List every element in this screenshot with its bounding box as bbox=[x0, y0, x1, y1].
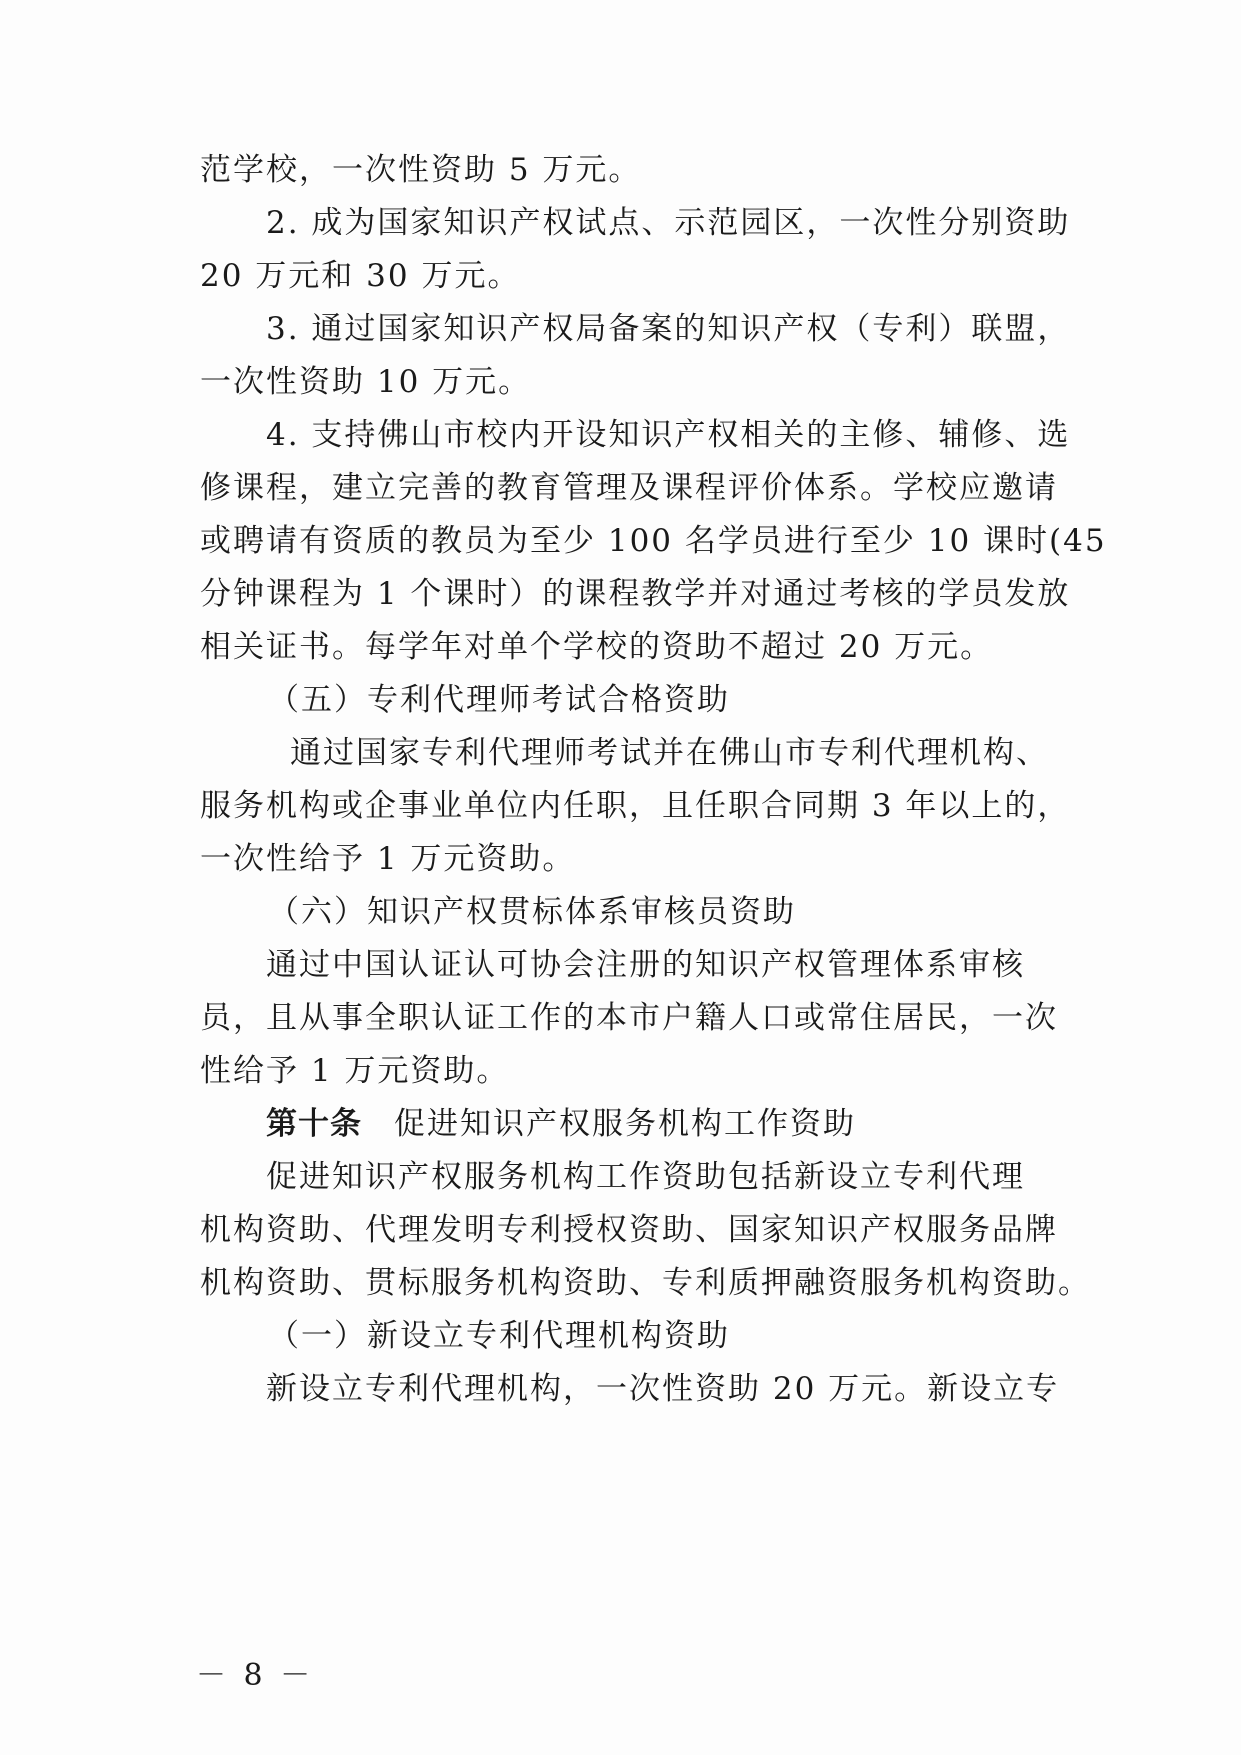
page-number: － 8 － bbox=[196, 1658, 315, 1693]
text-line-24: 新设立专利代理机构，一次性资助 20 万元。新设立专 bbox=[266, 1371, 1060, 1407]
article-title: 促进知识产权服务机构工作资助 bbox=[394, 1106, 856, 1142]
text-line-1: 范学校，一次性资助 5 万元。 bbox=[200, 152, 642, 188]
article-heading bbox=[266, 1104, 1060, 1144]
text-line-8: 或聘请有资质的教员为至少 100 名学员进行至少 10 课时(45 bbox=[200, 523, 1107, 559]
text-line-5: 一次性资助 10 万元。 bbox=[200, 364, 532, 400]
section-heading-1: （一）新设立专利代理机构资助 bbox=[268, 1318, 730, 1354]
section-heading-6: （六）知识产权贯标体系审核员资助 bbox=[268, 894, 796, 930]
text-line-18: 性给予 1 万元资助。 bbox=[200, 1053, 510, 1089]
text-line-13: 服务机构或企事业单位内任职，且任职合同期 3 年以上的， bbox=[200, 788, 1071, 824]
text-line-16: 通过中国认证认可协会注册的知识产权管理体系审核 bbox=[266, 947, 1025, 983]
text-line-20: 促进知识产权服务机构工作资助包括新设立专利代理 bbox=[266, 1159, 1025, 1195]
text-line-21: 机构资助、代理发明专利授权资助、国家知识产权服务品牌 bbox=[200, 1212, 1058, 1248]
text-line-14: 一次性给予 1 万元资助。 bbox=[200, 841, 576, 877]
text-line-17: 员，且从事全职认证工作的本市户籍人口或常住居民，一次 bbox=[200, 1000, 1058, 1036]
text-line-2: 2. 成为国家知识产权试点、示范园区，一次性分别资助 bbox=[266, 205, 1071, 241]
text-line-6: 4. 支持佛山市校内开设知识产权相关的主修、辅修、选 bbox=[266, 417, 1071, 453]
article-number: 第十条 bbox=[266, 1106, 362, 1142]
section-heading-5: （五）专利代理师考试合格资助 bbox=[268, 682, 730, 718]
text-line-22: 机构资助、贯标服务机构资助、专利质押融资服务机构资助。 bbox=[200, 1265, 1091, 1301]
text-line-7: 修课程，建立完善的教育管理及课程评价体系。学校应邀请 bbox=[200, 470, 1058, 506]
text-line-3: 20 万元和 30 万元。 bbox=[200, 258, 521, 294]
text-line-4: 3. 通过国家知识产权局备案的知识产权（专利）联盟， bbox=[266, 311, 1071, 347]
text-line-9: 分钟课程为 1 个课时）的课程教学并对通过考核的学员发放 bbox=[200, 576, 1071, 612]
text-line-10: 相关证书。每学年对单个学校的资助不超过 20 万元。 bbox=[200, 629, 994, 665]
text-line-12: 通过国家专利代理师考试并在佛山市专利代理机构、 bbox=[290, 735, 1049, 771]
